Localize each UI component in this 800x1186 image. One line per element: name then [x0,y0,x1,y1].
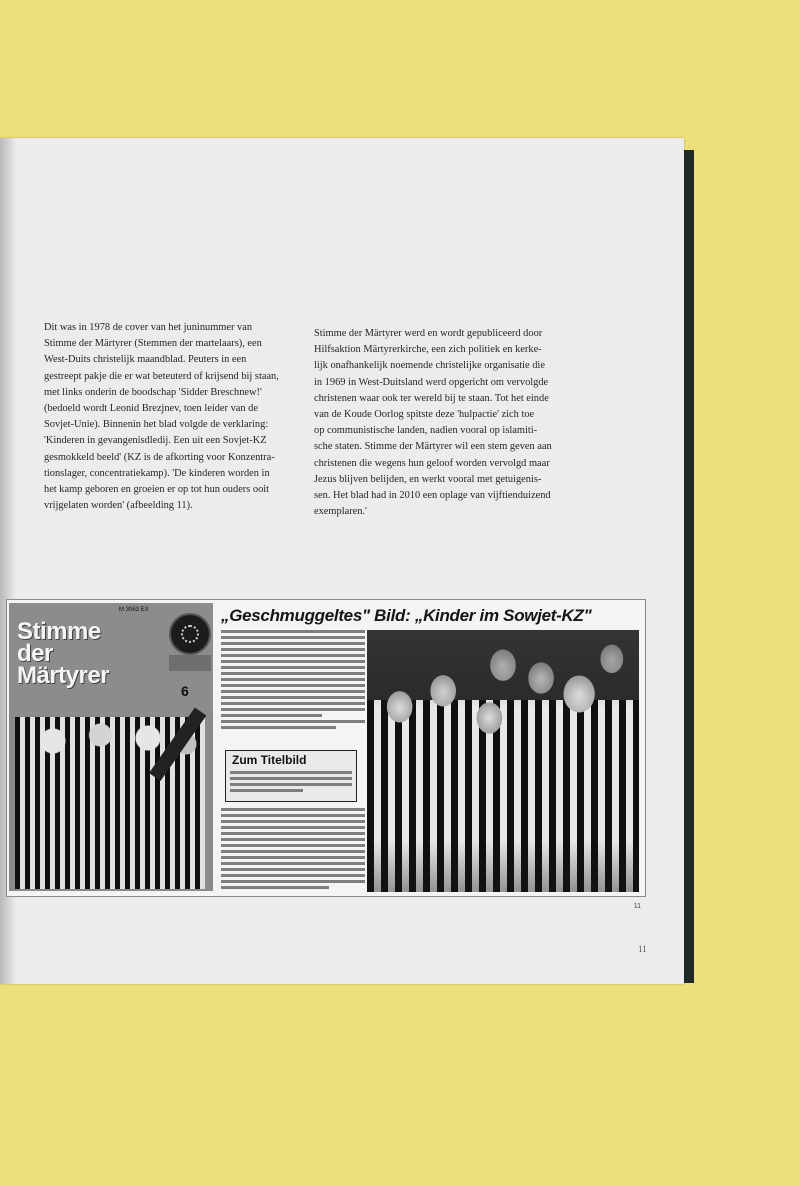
text-line: Jezus blijven belijden, en werkt vooral met getuigenis- [314,473,542,485]
text-line: (bedoeld wordt Leonid Brezjnev, toen leider van de [44,403,258,415]
text-line: christenen waar ook ter wereld bij te staan. Tot het einde [314,392,549,404]
text-line: met links onderin de boodschap 'Sidder Breschnew!' [44,386,262,398]
text-line: Stimme der Märtyrer (Stemmen der martelaars), een [44,338,262,350]
clipping-headline: „Geschmuggeltes" Bild: „Kinder im Sowjet-KZ" [221,606,592,625]
text-column-right [314,326,570,520]
text-line: 'Kinderen in gevangenisdledij. Een uit een Sovjet-KZ [44,435,267,447]
book-page [0,138,684,984]
cover-title-line: der [17,640,53,667]
clipping-article-text [221,630,365,892]
seal-icon [169,613,211,655]
text-line: christenen die wegens hun geloof worden vervolgd maar [314,457,550,469]
text-line: Sovjet-Unie). Binnenin het blad volgde de verklaring: [44,419,269,431]
page-number: 11 [638,944,647,954]
text-line: Dit was in 1978 de cover van het juninummer van [44,322,253,333]
text-line: exemplaren.' [314,506,367,518]
text-column-left [44,320,302,514]
photo-shading [367,630,639,892]
text-line: sche staten. Stimme der Märtyrer wil een stem geven aan [314,441,552,453]
article-text-block-bottom [221,808,365,892]
text-line: Stimme der Märtyrer werd en wordt gepubliceerd door [314,328,543,339]
cover-title-line: Märtyrer [17,662,110,689]
cover-code: M 3063 EX [119,607,149,613]
newspaper-clipping [6,599,646,910]
text-line: West-Duits christelijk maandblad. Peuters in een [44,354,247,366]
text-line: in 1969 in West-Duitsland werd opgericht om vervolgde [314,376,549,388]
cover-title [17,618,110,689]
cover-issue-number: 6 [181,683,189,699]
text-line: gestreept pakje die er wat beteuterd of krijsend bij staan, [44,370,279,382]
clipping-box [225,750,357,802]
article-text-block-top [221,630,365,732]
text-line: Hilfsaktion Märtyrerkirche, een zich politiek en kerke- [314,344,542,356]
cover-small-text-block [169,655,211,671]
text-line: op communistische landen, nadien vooral op islamiti- [314,425,538,437]
clipping-box-title: Zum Titelbild [232,753,307,767]
text-line: tionslager, concentratiekamp). 'De kinderen worden in [44,467,270,479]
magazine-cover [9,603,213,891]
text-line: lijk onafhankelijk noemende christelijke organisatie die [314,360,545,372]
clipping-box-text [230,771,352,795]
text-line: van de Koude Oorlog spitste deze 'hulpactie' zich toe [314,409,535,421]
text-line: vrijgelaten worden' (afbeelding 11). [44,500,193,512]
text-line: het kamp geboren en groeien er op tot hun ouders ooit [44,484,270,496]
cover-title-line: Stimme [17,618,101,645]
clipping-photo-children [367,630,639,892]
clipping-figure-mark: 11 [633,903,641,910]
text-line: gesmokkeld beeld' (KZ is de afkorting voor Konzentra- [44,451,275,463]
text-line: sen. Het blad had in 2010 een oplage van vijftienduizend [314,490,551,502]
